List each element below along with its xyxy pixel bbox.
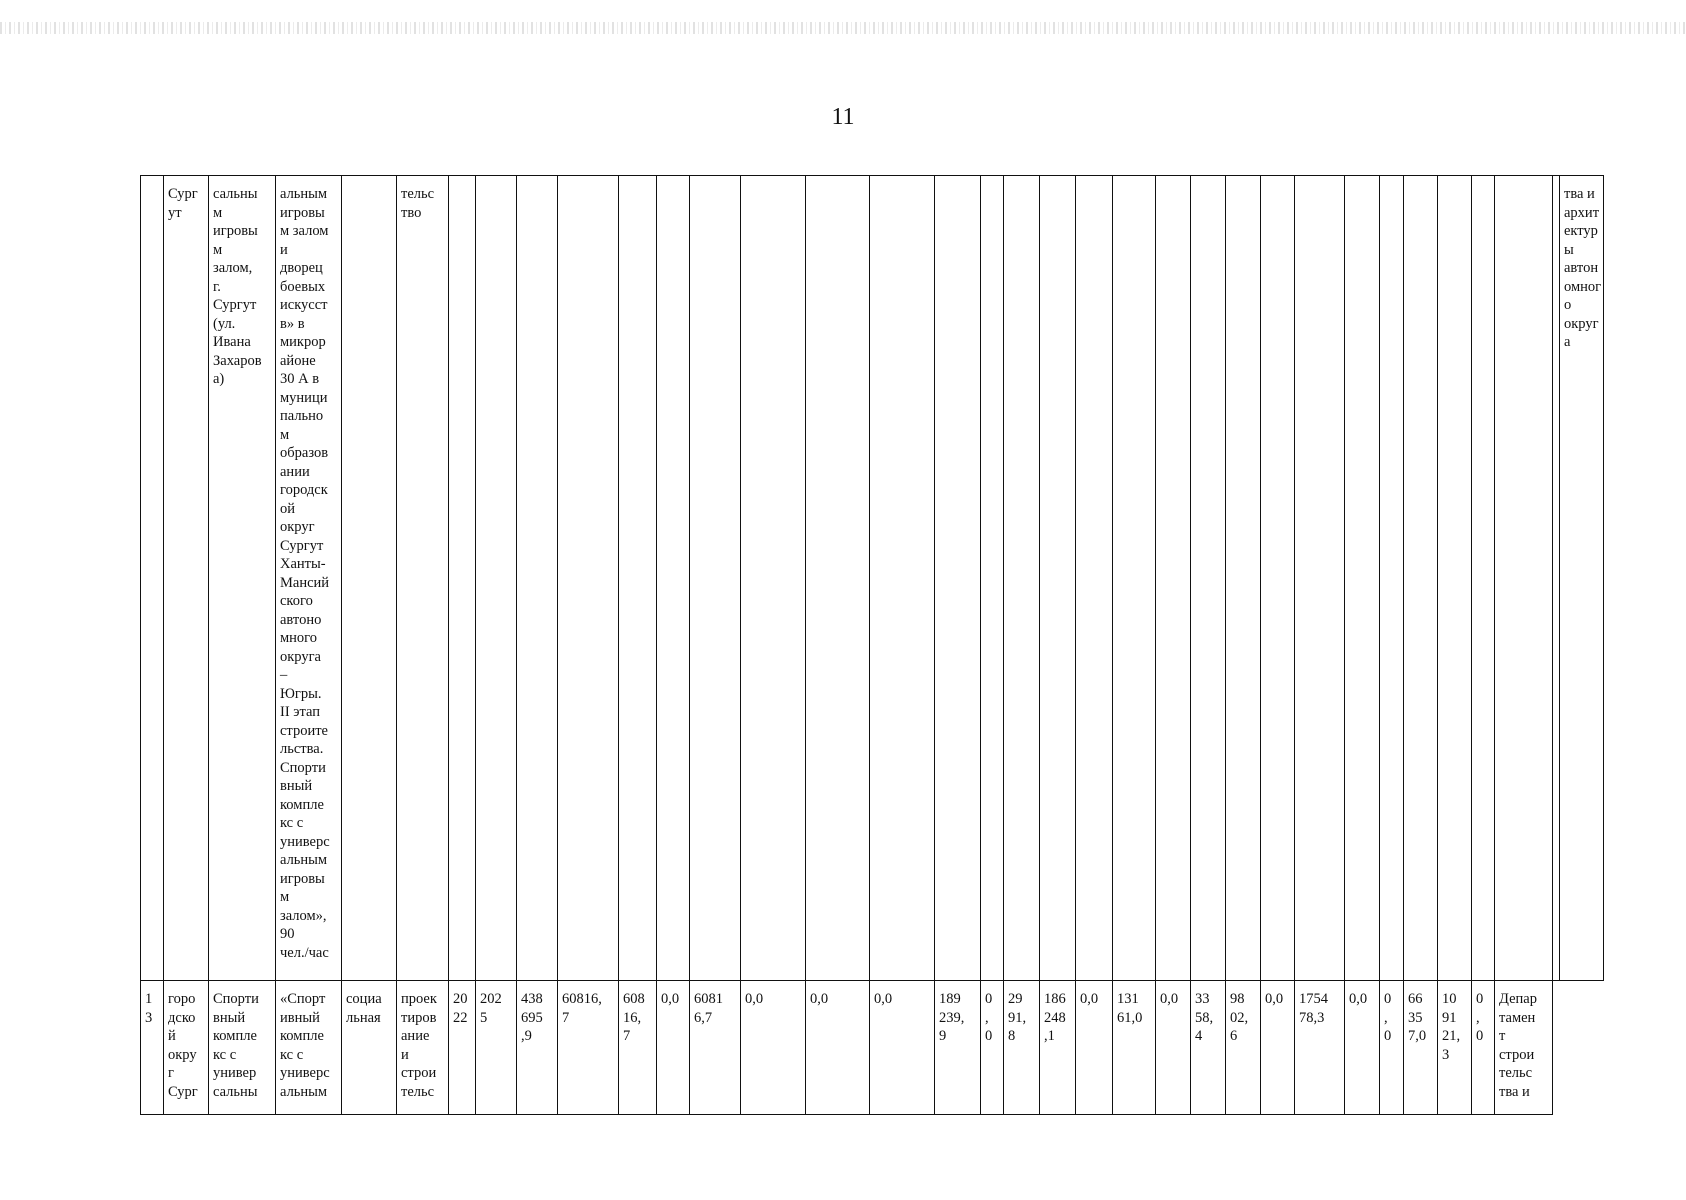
row13-cell-17 (935, 981, 981, 1115)
cell-text: 0 , 0 (1384, 991, 1392, 1044)
cell-text: Спорти вный компле кс с универ сальны (213, 991, 259, 1100)
row13-cell-10 (558, 981, 619, 1115)
cell-text: социа льная (346, 991, 382, 1026)
cell-text: 1 3 (145, 991, 153, 1026)
table-row-continued (141, 176, 1604, 981)
continued-cell-9 (517, 176, 558, 981)
continued-cell-20 (1040, 176, 1076, 981)
row13-cell-12 (657, 981, 690, 1115)
continued-cell-35 (1560, 176, 1604, 981)
continued-cell-18 (981, 176, 1004, 981)
cell-text: 98 02, 6 (1230, 991, 1249, 1044)
continued-cell-23 (1156, 176, 1191, 981)
continued-cell-6 (397, 176, 449, 981)
continued-cell-33 (1495, 176, 1553, 981)
cell-text: 0,0 (1160, 991, 1179, 1007)
cell-text: тва и архит ектур ы автон омног о округ а (1564, 186, 1602, 350)
cell-text: 33 58, 4 (1195, 991, 1214, 1044)
row13-cell-33 (1495, 981, 1553, 1115)
continued-cell-14 (741, 176, 806, 981)
continued-cell-21 (1076, 176, 1113, 981)
cell-text: 186 248 ,1 (1044, 991, 1066, 1044)
continued-cell-7 (449, 176, 476, 981)
row13-cell-28 (1345, 981, 1380, 1115)
continued-cell-4 (276, 176, 342, 981)
continued-cell-34 (1553, 176, 1560, 981)
row13-cell-4 (276, 981, 342, 1115)
cell-text: 189 239, 9 (939, 991, 965, 1044)
row13-cell-14 (741, 981, 806, 1115)
row13-cell-2 (164, 981, 209, 1115)
cell-text: 0,0 (874, 991, 893, 1007)
cell-text: Сург ут (168, 186, 198, 221)
continued-cell-15 (806, 176, 870, 981)
cell-text: альным игровы м залом и дворец боевых искусст в» в микрор айоне 30 А в муници пально м образов ании городск ой округ Сургут Ханты- Мансий ского автоно много округа – Югры. II этап строите льства. Спорти вный компле кс с универс альным игровы м залом», 90 чел./час (280, 186, 330, 961)
data-table (140, 175, 1604, 1115)
cell-text: 0,0 (1080, 991, 1099, 1007)
scan-artifact-strip (0, 22, 1686, 34)
cell-text: горо дско й окру г Сург (168, 991, 198, 1100)
row13-cell-32 (1472, 981, 1495, 1115)
continued-cell-24 (1191, 176, 1226, 981)
row13-cell-16 (870, 981, 935, 1115)
continued-cell-32 (1472, 176, 1495, 981)
continued-cell-13 (690, 176, 741, 981)
cell-text: 0,0 (661, 991, 680, 1007)
cell-text: проек тиров ание и строи тельс (401, 991, 437, 1100)
cell-text: сальны м игровы м залом, г. Сургут (ул. Ивана Захаров а) (213, 186, 262, 387)
cell-text: 438 695 ,9 (521, 991, 543, 1044)
continued-cell-10 (558, 176, 619, 981)
row13-cell-24 (1191, 981, 1226, 1115)
cell-text: 10 91 21, 3 (1442, 991, 1461, 1063)
row13-cell-26 (1261, 981, 1295, 1115)
continued-cell-19 (1004, 176, 1040, 981)
continued-cell-8 (476, 176, 517, 981)
cell-text: 0,0 (810, 991, 829, 1007)
row13-cell-30 (1404, 981, 1438, 1115)
cell-text: 0 , 0 (1476, 991, 1484, 1044)
cell-text: 66 35 7,0 (1408, 991, 1427, 1044)
row13-cell-5 (342, 981, 397, 1115)
cell-text: 608 16, 7 (623, 991, 645, 1044)
cell-text: «Спорт ивный компле кс с универс альным (280, 991, 330, 1100)
cell-text: 0 , 0 (985, 991, 993, 1044)
row13-cell-22 (1113, 981, 1156, 1115)
row13-cell-23 (1156, 981, 1191, 1115)
cell-text: 0,0 (745, 991, 764, 1007)
cell-text: 29 91, 8 (1008, 991, 1027, 1044)
row13-cell-9 (517, 981, 558, 1115)
row13-cell-15 (806, 981, 870, 1115)
row13-cell-3 (209, 981, 276, 1115)
row13-cell-19 (1004, 981, 1040, 1115)
cell-text: 1754 78,3 (1299, 991, 1328, 1026)
continued-cell-5 (342, 176, 397, 981)
row13-cell-20 (1040, 981, 1076, 1115)
row13-cell-8 (476, 981, 517, 1115)
continued-cell-2 (164, 176, 209, 981)
row13-cell-31 (1438, 981, 1472, 1115)
cell-text: 0,0 (1265, 991, 1284, 1007)
row13-cell-21 (1076, 981, 1113, 1115)
table-row-13 (141, 981, 1604, 1115)
cell-text: 202 5 (480, 991, 502, 1026)
cell-text: 0,0 (1349, 991, 1368, 1007)
page-number: 11 (831, 104, 855, 130)
continued-cell-11 (619, 176, 657, 981)
row13-cell-25 (1226, 981, 1261, 1115)
row13-cell-18 (981, 981, 1004, 1115)
continued-cell-3 (209, 176, 276, 981)
cell-text: 6081 6,7 (694, 991, 723, 1026)
cell-text: 131 61,0 (1117, 991, 1143, 1026)
continued-cell-17 (935, 176, 981, 981)
continued-cell-31 (1438, 176, 1472, 981)
row13-cell-11 (619, 981, 657, 1115)
row13-cell-27 (1295, 981, 1345, 1115)
row13-cell-7 (449, 981, 476, 1115)
row13-cell-1 (141, 981, 164, 1115)
continued-cell-16 (870, 176, 935, 981)
cell-text: 20 22 (453, 991, 468, 1026)
continued-cell-30 (1404, 176, 1438, 981)
continued-cell-26 (1261, 176, 1295, 981)
cell-text: тельс тво (401, 186, 435, 221)
row13-cell-6 (397, 981, 449, 1115)
row13-cell-13 (690, 981, 741, 1115)
cell-text: 60816, 7 (562, 991, 602, 1026)
continued-cell-1 (141, 176, 164, 981)
continued-cell-28 (1345, 176, 1380, 981)
continued-cell-29 (1380, 176, 1404, 981)
cell-text: Депар тамен т строи тельс тва и (1499, 991, 1537, 1100)
continued-cell-27 (1295, 176, 1345, 981)
continued-cell-22 (1113, 176, 1156, 981)
row13-cell-29 (1380, 981, 1404, 1115)
continued-cell-12 (657, 176, 690, 981)
continued-cell-25 (1226, 176, 1261, 981)
